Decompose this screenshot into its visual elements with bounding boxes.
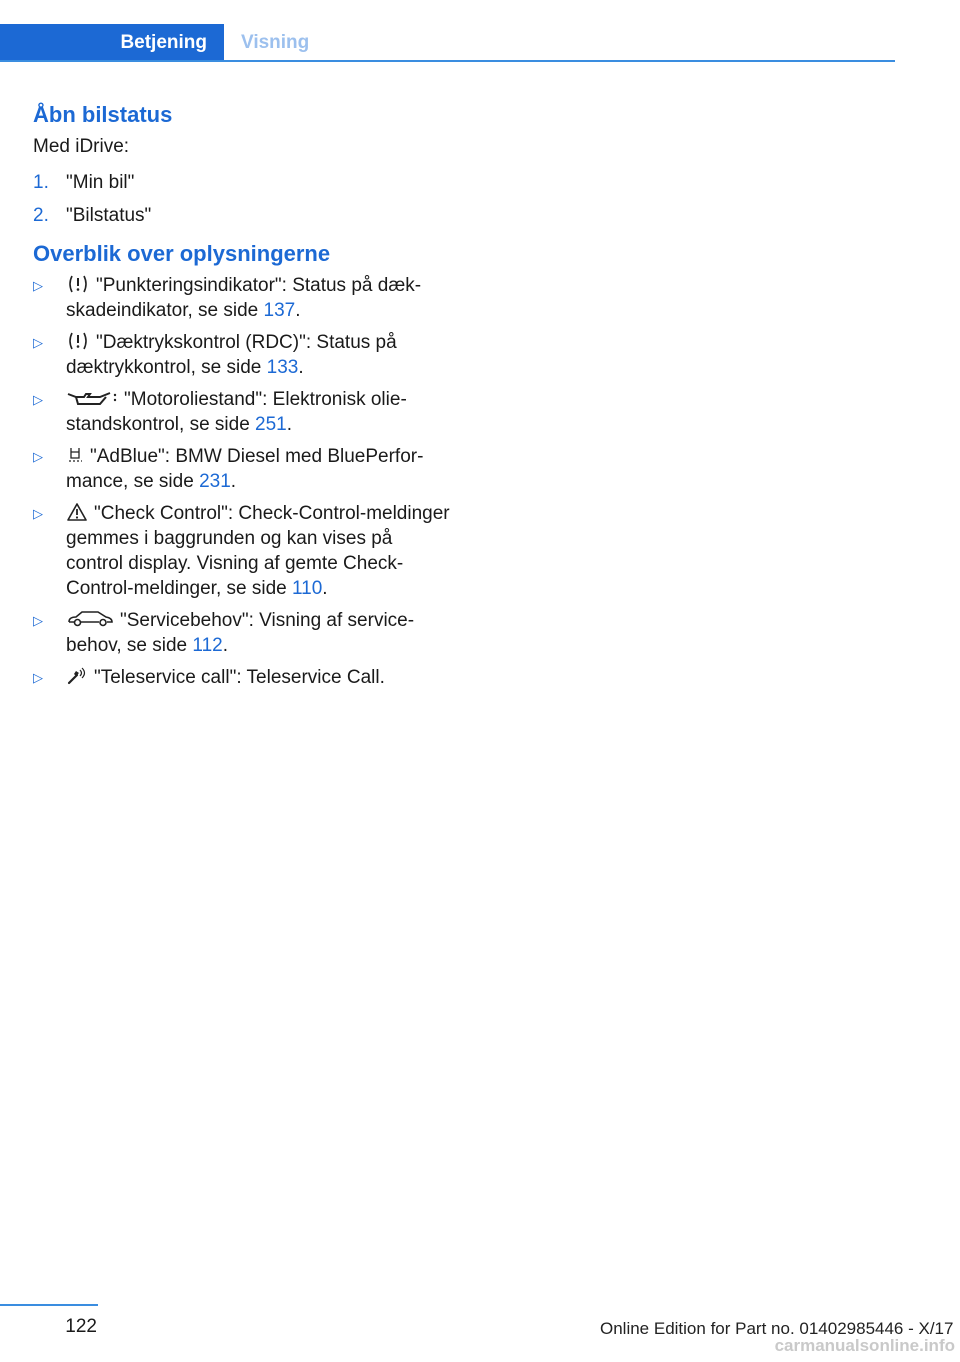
list-item: ▷ "Motoroliestand": Elektronisk oliestandskontrol, se side 251. [33,389,407,435]
step-number: 2. [33,205,49,226]
triangle-bullet-icon: ▷ [33,335,43,350]
car-service-icon [66,609,114,629]
top-tab-bar [0,24,895,62]
main-content [33,100,453,697]
step-text: "Min bil" [66,172,135,193]
header-rule [0,60,895,62]
item-text: "Check Control": Check-Control-meldinger gemmes i baggrunden og kan vises på control display. Visning af gemte Check-Control-meldinger, se side [66,503,450,599]
list-item: ▷ "Servicebehov": Visning af servicebehov, se side 112. [33,610,415,656]
tire-warning-icon [66,331,90,351]
list-item [33,665,453,690]
triangle-bullet-icon: ▷ [33,670,43,685]
overview-list [33,273,453,690]
page-number: 122 [65,1316,97,1337]
list-item: ▷ "Dæktrykskontrol (RDC)": Status på dæktrykkontrol, se side 133. [33,332,397,378]
triangle-bullet-icon: ▷ [33,449,43,464]
section-title-open-status: Åbn bilstatus [33,102,173,127]
item-text: "Punkteringsindikator": Status på dækskadeindikator, se side [66,275,422,321]
page-link[interactable]: 112 [192,635,223,656]
triangle-bullet-icon: ▷ [33,392,43,407]
page-link[interactable]: 133 [266,357,299,378]
page-link[interactable]: 231 [199,471,231,492]
tab-visning[interactable]: Visning [241,32,310,53]
tab-betjening[interactable]: Betjening [0,24,224,62]
step-item [33,170,453,196]
triangle-bullet-icon: ▷ [33,278,43,293]
page-link[interactable]: 110 [292,578,323,599]
item-text: "Teleservice call": Teleservice Call. [94,667,385,688]
list-item: ▷ "Punkteringsindikator": Status på dækskadeindikator, se side 137. [33,275,422,321]
item-text: "Servicebehov": Visning af servicebehov, se side [66,610,415,656]
step-text: "Bilstatus" [66,205,152,226]
wrench-icon [66,666,88,686]
step-number: 1. [33,172,49,193]
item-text: "Motoroliestand": Elektronisk oliestandskontrol, se side [66,389,407,435]
list-item: ▷ "AdBlue": BMW Diesel med BluePerformance, se side 231. [33,446,424,492]
section-title-overview: Overblik over oplysningerne [33,241,331,266]
warning-triangle-icon [66,502,88,522]
watermark-text: carmanualsonline.info [774,1336,955,1355]
step-item [33,203,453,229]
item-text: "Dæktrykskontrol (RDC)": Status på dæktrykkontrol, se side [66,332,397,378]
list-item: ▷ "Check Control": Check-Control-meldinger gemmes i baggrunden og kan vises på control display. Visning af gemte Check-Control-meldinger, se side 110. [33,503,450,599]
tire-warning-icon [66,274,90,294]
page-link[interactable]: 137 [263,300,296,321]
item-text: "AdBlue": BMW Diesel med BluePerformance, se side [66,446,424,492]
oil-can-icon [66,388,118,408]
edition-text: Online Edition for Part no. 01402985446 - X/17 [600,1319,954,1338]
footer-rule [0,1304,98,1306]
adblue-icon [66,445,84,465]
triangle-bullet-icon: ▷ [33,613,43,628]
intro-text: Med iDrive: [33,136,130,157]
page-link[interactable]: 251 [255,414,287,435]
triangle-bullet-icon: ▷ [33,506,43,521]
steps-list [33,170,453,229]
